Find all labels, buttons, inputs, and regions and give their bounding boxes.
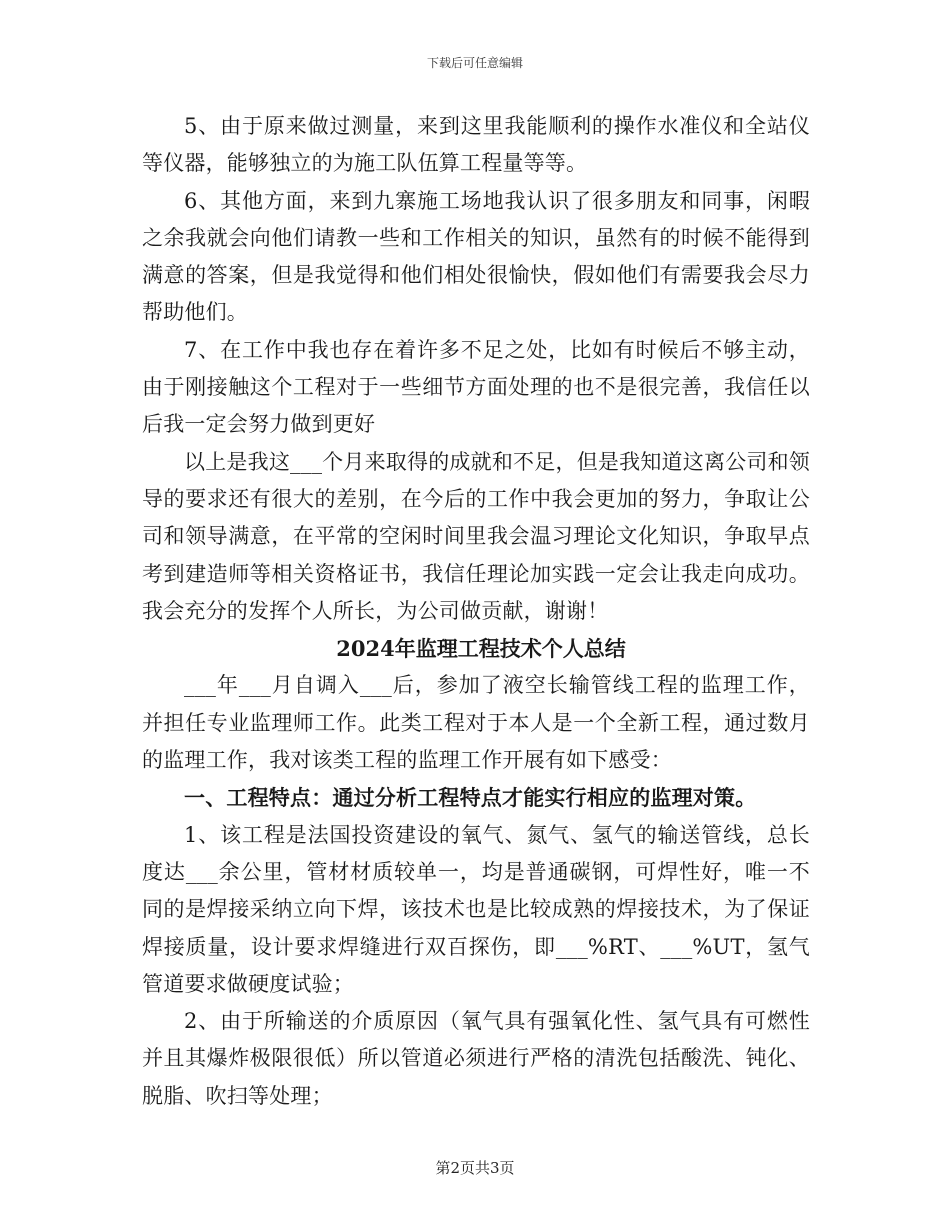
paragraph-conclusion: 以上是我这___个月来取得的成就和不足，但是我知道这离公司和领导的要求还有很大的差别，在今后的工作中我会更加的努力，争取让公司和领导满意，在平常的空闲时间里我会温习理论文化知识，争取早点考到建造师等相关资格证书，我信任理论加实践一定会让我走向成功。我会充分的发挥个人所长，为公司做贡献，谢谢！ [142, 449, 810, 623]
document-body [142, 108, 810, 1115]
section-title: 2024年监理工程技术个人总结 [336, 636, 626, 662]
paragraph-item-7: 7、在工作中我也存在着许多不足之处，比如有时候后不够主动，由于刚接触这个工程对于一些细节方面处理的也不是很完善，我信任以后我一定会努力做到更好 [142, 337, 810, 437]
paragraph-intro: ___年___月自调入___后，参加了液空长输管线工程的监理工作，并担任专业监理师工作。此类工程对于本人是一个全新工程，通过数月的监理工作，我对该类工程的监理工作开展有如下感受： [142, 673, 810, 773]
paragraph-feature-2: 2、由于所输送的介质原因（氧气具有强氧化性、氢气具有可燃性并且其爆炸极限很低）所以管道必须进行严格的清洗包括酸洗、钝化、脱脂、吹扫等处理； [142, 1009, 810, 1108]
paragraph-item-6: 6、其他方面，来到九寨施工场地我认识了很多朋友和同事，闲暇之余我就会向他们请教一些和工作相关的知识，虽然有的时候不能得到满意的答案，但是我觉得和他们相处很愉快，假如他们有需要我会尽力帮助他们。 [142, 188, 810, 325]
paragraph-item-5: 5、由于原来做过测量，来到这里我能顺利的操作水准仪和全站仪等仪器，能够独立的为施工队伍算工程量等等。 [142, 114, 810, 176]
section-heading-engineering-features: 一、工程特点：通过分析工程特点才能实行相应的监理对策。 [184, 785, 757, 811]
page-header-note: 下载后可任意编辑 [426, 56, 523, 70]
paragraph-feature-1: 1、该工程是法国投资建设的氧气、氮气、氢气的输送管线，总长度达___余公里，管材材质较单一，均是普通碳钢，可焊性好，唯一不同的是焊接采纳立向下焊，该技术也是比较成熟的焊接技术，为了保证焊接质量，设计要求焊缝进行双百探伤，即___%RT、___%UT，氢气管道要求做硬度试验； [142, 822, 810, 996]
page-number-footer: 第2页共3页 [435, 1159, 515, 1177]
